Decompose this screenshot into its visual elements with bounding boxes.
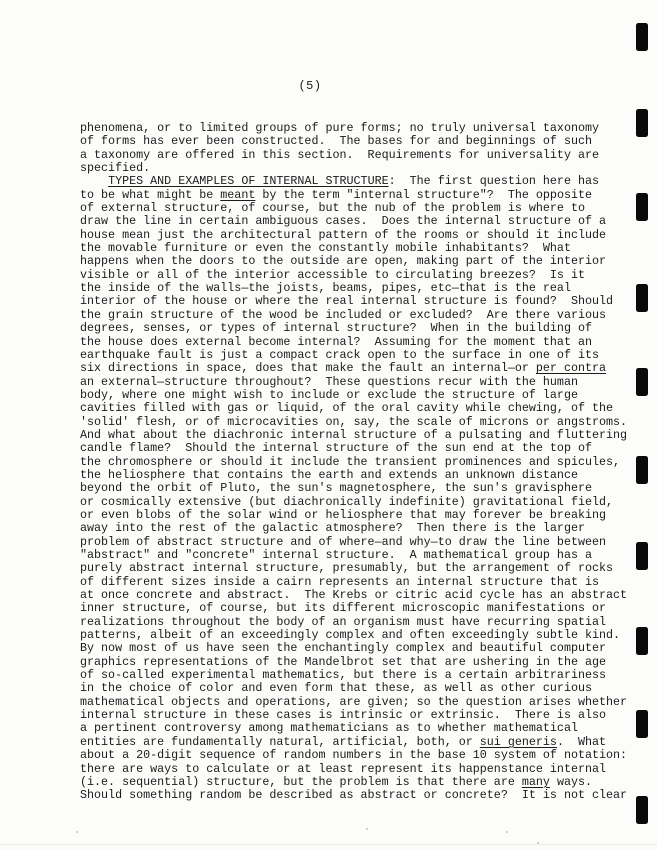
text-line: the movable furniture or even the constantly mobile inhabitants? What [80,241,571,256]
text-line: realizations throughout the body of an organism must have recurring spatial [80,614,607,629]
text-line: (i.e. sequential) structure, but the problem is that there are many ways. [80,774,593,789]
text-line: about a 20-digit sequence of random numbers in the base 10 system of notation: [80,748,628,763]
text-line: or even blobs of the solar wind or heliosphere that may forever be breaking [80,507,607,522]
text-line: an external—structure throughout? These questions recur with the human [80,374,578,389]
text-line: beyond the orbit of Pluto, the sun's magnetosphere, the sun's gravisphere [80,481,592,496]
binding-mark [636,23,648,51]
scan-speck [366,828,368,830]
text-line: there are ways to calculate or at least represent its happenstance internal [80,761,607,776]
text-line: TYPES AND EXAMPLES OF INTERNAL STRUCTURE: The first question here has [108,174,600,189]
text-line: the chromosphere or should it include the transient prominences and spicules, [80,454,621,469]
text-line: interior of the house or where the real internal structure is found? Should [80,294,614,309]
underlined-text: per contra [535,361,607,376]
text-line: specified. [80,161,151,176]
text-line: away into the rest of the galactic atmosphere? Then there is the larger [80,521,585,536]
text-line: degrees, senses, or types of internal structure? When in the building of [80,321,592,336]
text-line: of so-called experimental mathematics, but there is a certain arbitrariness [80,668,607,683]
scan-speck [76,831,78,833]
text-line: a taxonomy are offered in this section. Requirements for universality are [80,147,600,162]
text-line: the house does external become internal? Assuming for the moment that an [80,334,592,349]
scan-artifact-line [0,844,657,845]
text-line: "abstract" and "concrete" internal structure. A mathematical group has a [80,548,592,562]
text-line: inner structure, of course, but its different microscopic manifestations or [80,601,607,616]
text-line: in the choice of color and even form that these, as well as other curious [80,681,592,696]
text-line: By now most of us have seen the enchantingly complex and beautiful computer [80,641,607,656]
text-line: And what about the diachronic internal structure of a pulsating and fluttering [80,427,628,442]
text-line: house mean just the architectural pattern of the rooms or should it include [80,227,607,242]
underlined-text: TYPES AND EXAMPLES OF INTERNAL STRUCTURE [108,174,389,189]
text-line: of different sizes inside a cairn represents an internal structure that is [80,574,600,589]
text-line: six directions in space, does that make the fault an internal—or per contra [80,361,607,376]
document-body [80,122,640,803]
text-line: the heliosphere that contains the earth and extends an unknown distance [80,467,578,482]
text-line: of forms has ever been constructed. The bases for and beginnings of such [80,134,592,149]
text-line: or cosmically extensive (but diachronically indefinite) gravitational field, [80,494,614,509]
text-line: of external structure, of course, but the nub of the problem is where to [80,201,585,216]
text-line: graphics representations of the Mandelbrot set that are ushering in the age [80,654,607,669]
text-line: happens when the doors to the outside are open, making part of the interior [80,254,607,269]
text-line: visible or all of the interior accessible to circulating breezes? Is it [80,267,585,282]
page-number: (5) [298,79,322,93]
text-line: purely abstract internal structure, presumably, but the arrangement of rocks [80,561,614,576]
text-line: the inside of the walls—the joists, beams, pipes, etc—that is the real [80,281,571,296]
text-line: patterns, albeit of an exceedingly complex and often exceedingly subtle kind. [80,628,621,643]
text-line: a pertinent controversy among mathematicians as to whether mathematical [80,721,578,736]
text-line: earthquake fault is just a compact crack open to the surface in one of its [80,347,600,362]
text-line: candle flame? Should the internal structure of the sun end at the top of [80,441,592,456]
underlined-text: many [521,774,550,789]
text-line: internal structure in these cases is intrinsic or extrinsic. There is also [80,708,607,723]
text-line: cavities filled with gas or liquid, of the oral cavity while chewing, of the [80,401,614,416]
scan-speck [506,831,508,833]
text-line: body, where one might wish to include or exclude the structure of large [80,387,578,402]
underlined-text: sui generis [479,734,557,749]
text-line: Should something random be described as abstract or concrete? It is not clear [80,788,628,803]
text-line: to be what might be meant by the term "internal structure"? The opposite [80,187,593,202]
text-line: 'solid' flesh, or of microcavities on, say, the scale of microns or angstroms. [80,414,628,429]
text-line: draw the line in certain ambiguous cases. Does the internal structure of a [80,214,607,229]
text-line: the grain structure of the wood be included or excluded? Are there various [80,307,607,322]
text-line: entities are fundamentally natural, artificial, both, or sui generis. What [80,734,607,749]
text-line: at once concrete and abstract. The Krebs or citric acid cycle has an abstract [80,588,628,603]
text-line: phenomena, or to limited groups of pure forms; no truly universal taxonomy [80,121,600,135]
underlined-text: meant [220,187,256,202]
text-line: problem of abstract structure and of where—and why—to draw the line between [80,534,607,549]
text-line: mathematical objects and operations, are given; so the question arises whether [80,694,628,709]
